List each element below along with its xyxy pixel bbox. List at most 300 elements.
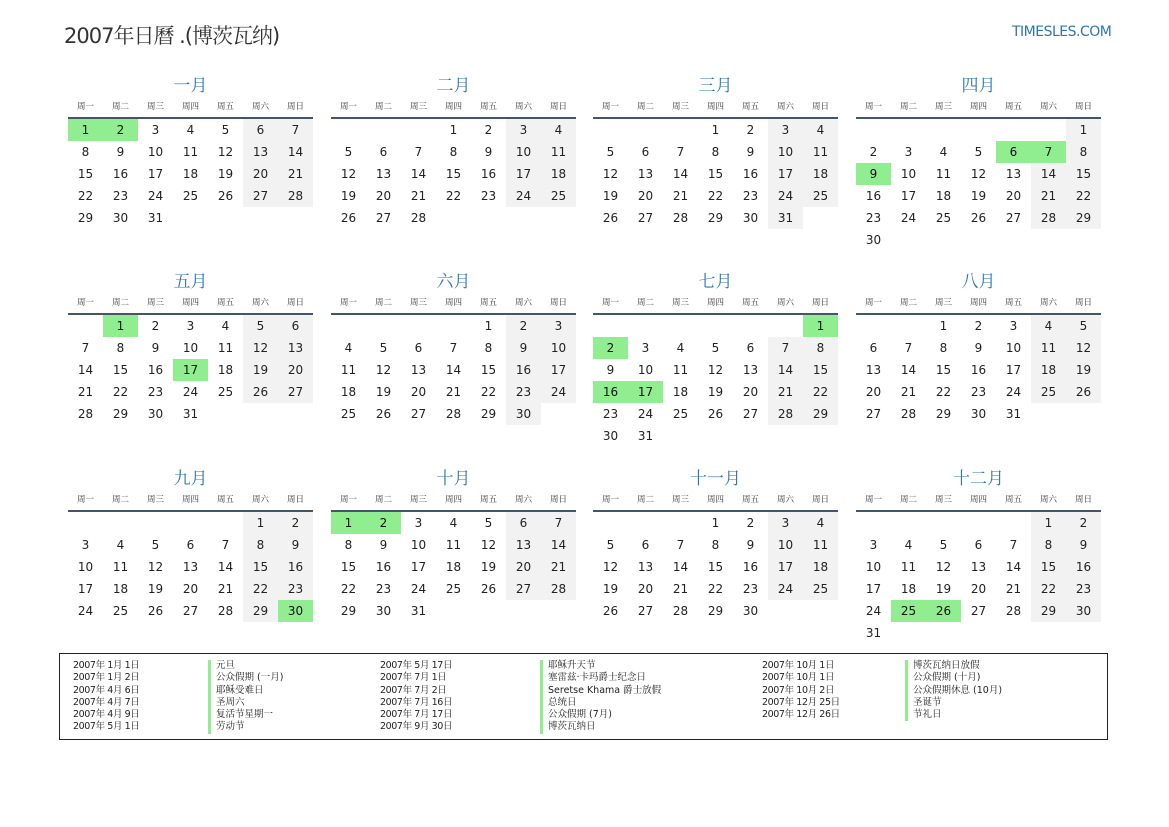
day-cell: 18 bbox=[340, 385, 357, 399]
weekday-label: 周四 bbox=[181, 298, 199, 308]
day-cell: 6 bbox=[996, 141, 1031, 163]
week-row bbox=[331, 163, 576, 185]
weekday-label: 周五 bbox=[741, 495, 759, 505]
day-cell: 17 bbox=[1005, 363, 1022, 377]
day-cell: 16 bbox=[742, 167, 759, 181]
weekday-label: 周四 bbox=[444, 298, 462, 308]
week-row bbox=[331, 119, 576, 141]
week-row bbox=[856, 163, 1101, 185]
empty-cell bbox=[506, 207, 541, 229]
holiday-name: 耶稣受难日 bbox=[208, 685, 283, 697]
day-cell: 19 bbox=[970, 189, 987, 203]
weekday-header bbox=[593, 98, 838, 119]
day-cell: 2 bbox=[103, 119, 138, 141]
holiday-date: 2007年 12月 25日 bbox=[762, 696, 840, 708]
empty-cell bbox=[541, 207, 576, 229]
holiday-name: 复活节星期一 bbox=[208, 709, 283, 721]
day-cell: 12 bbox=[970, 167, 987, 181]
day-cell: 8 bbox=[449, 145, 458, 159]
day-cell: 8 bbox=[711, 145, 720, 159]
day-cell: 19 bbox=[602, 189, 619, 203]
day-cell: 25 bbox=[182, 189, 199, 203]
day-cell: 13 bbox=[182, 560, 199, 574]
day-cell: 8 bbox=[1031, 534, 1066, 556]
empty-cell bbox=[891, 229, 926, 251]
day-cell: 14 bbox=[672, 167, 689, 181]
empty-cell bbox=[961, 622, 996, 644]
day-cell: 27 bbox=[865, 407, 882, 421]
empty-cell bbox=[208, 403, 243, 425]
empty-cell bbox=[436, 315, 471, 337]
empty-cell bbox=[1031, 119, 1066, 141]
day-cell: 13 bbox=[865, 363, 882, 377]
day-cell: 9 bbox=[856, 163, 891, 185]
day-cell: 9 bbox=[151, 341, 160, 355]
empty-cell bbox=[68, 315, 103, 337]
day-cell: 9 bbox=[379, 538, 388, 552]
holiday-date: 2007年 1月 1日 bbox=[73, 660, 140, 671]
day-cell: 10 bbox=[77, 560, 94, 574]
weekday-label: 周一 bbox=[864, 298, 882, 308]
day-cell: 12 bbox=[707, 363, 724, 377]
week-row bbox=[856, 556, 1101, 578]
empty-cell bbox=[331, 315, 366, 337]
empty-cell bbox=[891, 622, 926, 644]
day-cell: 13 bbox=[243, 141, 278, 163]
day-cell: 21 bbox=[77, 385, 94, 399]
day-cell: 22 bbox=[243, 578, 278, 600]
day-cell: 24 bbox=[541, 381, 576, 403]
day-cell: 21 bbox=[278, 163, 313, 185]
day-cell: 16 bbox=[970, 363, 987, 377]
day-cell: 3 bbox=[506, 119, 541, 141]
day-cell: 28 bbox=[278, 185, 313, 207]
weekday-label: 周四 bbox=[444, 495, 462, 505]
weekday-label: 周四 bbox=[706, 495, 724, 505]
month-name: 八月 bbox=[961, 272, 996, 292]
day-cell: 16 bbox=[480, 167, 497, 181]
day-cell: 15 bbox=[445, 167, 462, 181]
day-cell: 14 bbox=[217, 560, 234, 574]
month-block bbox=[856, 468, 1101, 644]
day-cell: 5 bbox=[711, 341, 720, 355]
day-cell: 23 bbox=[1066, 578, 1101, 600]
day-cell: 31 bbox=[410, 604, 427, 618]
day-cell: 21 bbox=[768, 381, 803, 403]
week-row bbox=[68, 337, 313, 359]
holiday-name: 节礼日 bbox=[905, 709, 1002, 721]
week-row bbox=[593, 337, 838, 359]
empty-cell bbox=[593, 119, 628, 141]
day-cell: 5 bbox=[606, 145, 615, 159]
empty-cell bbox=[243, 207, 278, 229]
day-cell: 16 bbox=[147, 363, 164, 377]
weekday-label: 周五 bbox=[741, 102, 759, 112]
day-cell: 26 bbox=[602, 604, 619, 618]
day-cell: 8 bbox=[344, 538, 353, 552]
day-cell: 10 bbox=[900, 167, 917, 181]
day-cell: 15 bbox=[480, 363, 497, 377]
day-cell: 28 bbox=[672, 211, 689, 225]
day-cell: 11 bbox=[803, 534, 838, 556]
week-row bbox=[593, 359, 838, 381]
day-cell: 30 bbox=[865, 233, 882, 247]
month-block bbox=[593, 75, 838, 229]
holiday-date: 2007年 1月 2日 bbox=[73, 672, 140, 684]
day-cell: 23 bbox=[970, 385, 987, 399]
weekday-label: 周一 bbox=[76, 495, 94, 505]
day-cell: 25 bbox=[803, 578, 838, 600]
weekday-label: 周一 bbox=[864, 495, 882, 505]
day-cell: 25 bbox=[803, 185, 838, 207]
day-cell: 2 bbox=[278, 512, 313, 534]
weekday-label: 周五 bbox=[741, 298, 759, 308]
day-cell: 28 bbox=[217, 604, 234, 618]
day-cell: 25 bbox=[541, 185, 576, 207]
day-cell: 20 bbox=[506, 556, 541, 578]
week-row bbox=[68, 381, 313, 403]
empty-cell bbox=[891, 119, 926, 141]
week-row bbox=[856, 185, 1101, 207]
day-cell: 24 bbox=[900, 211, 917, 225]
weekday-label: 周二 bbox=[899, 102, 917, 112]
empty-cell bbox=[996, 229, 1031, 251]
day-cell: 22 bbox=[1031, 578, 1066, 600]
empty-cell bbox=[926, 622, 961, 644]
day-cell: 29 bbox=[480, 407, 497, 421]
day-cell: 25 bbox=[112, 604, 129, 618]
empty-cell bbox=[628, 512, 663, 534]
week-row bbox=[856, 578, 1101, 600]
empty-cell bbox=[926, 512, 961, 534]
day-cell: 24 bbox=[1005, 385, 1022, 399]
weekday-label: 周二 bbox=[111, 298, 129, 308]
day-cell: 12 bbox=[217, 145, 234, 159]
day-cell: 5 bbox=[151, 538, 160, 552]
day-cell: 14 bbox=[541, 534, 576, 556]
day-cell: 1 bbox=[484, 319, 493, 333]
day-cell: 15 bbox=[803, 359, 838, 381]
day-cell: 27 bbox=[410, 407, 427, 421]
day-cell: 21 bbox=[410, 189, 427, 203]
weekday-label: 周四 bbox=[181, 102, 199, 112]
day-cell: 5 bbox=[974, 145, 983, 159]
day-cell: 19 bbox=[602, 582, 619, 596]
week-row bbox=[68, 403, 313, 425]
day-cell: 27 bbox=[243, 185, 278, 207]
weekday-label: 周日 bbox=[811, 298, 829, 308]
day-cell: 26 bbox=[375, 407, 392, 421]
day-cell: 14 bbox=[410, 167, 427, 181]
day-cell: 17 bbox=[628, 381, 663, 403]
day-cell: 18 bbox=[672, 385, 689, 399]
day-cell: 6 bbox=[243, 119, 278, 141]
empty-cell bbox=[768, 600, 803, 622]
day-cell: 15 bbox=[935, 363, 952, 377]
day-cell: 15 bbox=[707, 167, 724, 181]
day-cell: 18 bbox=[217, 363, 234, 377]
day-cell: 5 bbox=[221, 123, 230, 137]
empty-cell bbox=[663, 425, 698, 447]
day-cell: 25 bbox=[445, 582, 462, 596]
weekday-label: 周日 bbox=[811, 102, 829, 112]
day-cell: 3 bbox=[641, 341, 650, 355]
day-cell: 11 bbox=[445, 538, 462, 552]
day-cell: 12 bbox=[602, 560, 619, 574]
empty-cell bbox=[961, 119, 996, 141]
day-cell: 4 bbox=[904, 538, 913, 552]
day-cell: 9 bbox=[506, 337, 541, 359]
weekday-label: 周四 bbox=[969, 298, 987, 308]
holiday-date: 2007年 5月 17日 bbox=[380, 660, 453, 671]
weekday-label: 周五 bbox=[1004, 495, 1022, 505]
week-row bbox=[331, 403, 576, 425]
week-row bbox=[856, 600, 1101, 622]
week-row bbox=[593, 207, 838, 229]
day-cell: 28 bbox=[445, 407, 462, 421]
day-cell: 14 bbox=[445, 363, 462, 377]
empty-cell bbox=[961, 229, 996, 251]
holiday-name: 塞雷兹·卡玛爵士纪念日 bbox=[540, 672, 661, 684]
week-row bbox=[331, 337, 576, 359]
weekday-header bbox=[331, 294, 576, 315]
day-cell: 14 bbox=[900, 363, 917, 377]
day-cell: 3 bbox=[904, 145, 913, 159]
month-name: 五月 bbox=[173, 272, 208, 292]
empty-cell bbox=[663, 315, 698, 337]
day-cell: 23 bbox=[742, 189, 759, 203]
empty-cell bbox=[733, 425, 768, 447]
day-cell: 4 bbox=[116, 538, 125, 552]
day-cell: 14 bbox=[672, 560, 689, 574]
day-cell: 2 bbox=[746, 123, 755, 137]
day-cell: 4 bbox=[541, 119, 576, 141]
day-cell: 22 bbox=[1066, 185, 1101, 207]
day-cell: 4 bbox=[186, 123, 195, 137]
month-name: 十二月 bbox=[953, 469, 1004, 489]
week-row bbox=[68, 119, 313, 141]
weekday-label: 周日 bbox=[549, 298, 567, 308]
week-row bbox=[856, 512, 1101, 534]
day-cell: 1 bbox=[331, 512, 366, 534]
day-cell: 28 bbox=[900, 407, 917, 421]
empty-cell bbox=[401, 119, 436, 141]
week-row bbox=[68, 534, 313, 556]
day-cell: 18 bbox=[541, 163, 576, 185]
day-cell: 4 bbox=[344, 341, 353, 355]
week-row bbox=[68, 600, 313, 622]
day-cell: 11 bbox=[541, 141, 576, 163]
empty-cell bbox=[1066, 403, 1101, 425]
day-cell: 20 bbox=[243, 163, 278, 185]
weekday-label: 周六 bbox=[514, 495, 532, 505]
empty-cell bbox=[698, 425, 733, 447]
weekday-label: 周日 bbox=[1074, 495, 1092, 505]
day-cell: 25 bbox=[340, 407, 357, 421]
weekday-header bbox=[593, 294, 838, 315]
day-cell: 7 bbox=[81, 341, 90, 355]
weekday-label: 周六 bbox=[776, 495, 794, 505]
holiday-name: Seretse Khama 爵士放假 bbox=[540, 685, 661, 697]
holiday-name: 总统日 bbox=[540, 697, 661, 709]
weekday-label: 周一 bbox=[339, 298, 357, 308]
day-cell: 6 bbox=[506, 512, 541, 534]
day-cell: 26 bbox=[217, 189, 234, 203]
day-cell: 1 bbox=[103, 315, 138, 337]
day-cell: 26 bbox=[1066, 381, 1101, 403]
day-cell: 6 bbox=[641, 145, 650, 159]
week-row bbox=[331, 512, 576, 534]
day-cell: 10 bbox=[637, 363, 654, 377]
day-cell: 18 bbox=[935, 189, 952, 203]
day-cell: 20 bbox=[742, 385, 759, 399]
weekday-label: 周三 bbox=[146, 102, 164, 112]
weekday-header bbox=[331, 98, 576, 119]
day-cell: 15 bbox=[77, 167, 94, 181]
weekday-label: 周四 bbox=[444, 102, 462, 112]
day-cell: 3 bbox=[541, 315, 576, 337]
day-cell: 1 bbox=[449, 123, 458, 137]
day-cell: 18 bbox=[182, 167, 199, 181]
weekday-label: 周一 bbox=[601, 298, 619, 308]
weekday-label: 周三 bbox=[409, 495, 427, 505]
day-cell: 16 bbox=[1066, 556, 1101, 578]
day-cell: 3 bbox=[768, 119, 803, 141]
day-cell: 7 bbox=[1009, 538, 1018, 552]
day-cell: 12 bbox=[480, 538, 497, 552]
day-cell: 8 bbox=[243, 534, 278, 556]
day-cell: 31 bbox=[182, 407, 199, 421]
weekday-label: 周六 bbox=[251, 102, 269, 112]
day-cell: 29 bbox=[1031, 600, 1066, 622]
holiday-date: 2007年 10月 1日 bbox=[762, 672, 835, 684]
month-block bbox=[68, 271, 313, 425]
day-cell: 7 bbox=[1031, 141, 1066, 163]
day-cell: 24 bbox=[182, 385, 199, 399]
empty-cell bbox=[541, 600, 576, 622]
day-cell: 17 bbox=[900, 189, 917, 203]
day-cell: 9 bbox=[278, 534, 313, 556]
holiday-name: 元旦 bbox=[208, 660, 283, 672]
day-cell: 19 bbox=[340, 189, 357, 203]
day-cell: 27 bbox=[375, 211, 392, 225]
day-cell: 23 bbox=[147, 385, 164, 399]
empty-cell bbox=[243, 403, 278, 425]
day-cell: 17 bbox=[410, 560, 427, 574]
weekday-label: 周六 bbox=[251, 495, 269, 505]
day-cell: 22 bbox=[340, 582, 357, 596]
day-cell: 20 bbox=[375, 189, 392, 203]
day-cell: 12 bbox=[935, 560, 952, 574]
week-row bbox=[593, 119, 838, 141]
day-cell: 9 bbox=[606, 363, 615, 377]
empty-cell bbox=[593, 315, 628, 337]
day-cell: 24 bbox=[147, 189, 164, 203]
holiday-date: 2007年 10月 2日 bbox=[762, 684, 835, 696]
site-link[interactable]: TIMESLES.COM bbox=[1012, 24, 1112, 40]
day-cell: 8 bbox=[939, 341, 948, 355]
day-cell: 11 bbox=[112, 560, 129, 574]
day-cell: 9 bbox=[974, 341, 983, 355]
day-cell: 21 bbox=[445, 385, 462, 399]
day-cell: 25 bbox=[672, 407, 689, 421]
weekday-label: 周三 bbox=[409, 298, 427, 308]
weekday-label: 周二 bbox=[899, 298, 917, 308]
weekday-label: 周五 bbox=[1004, 102, 1022, 112]
day-cell: 30 bbox=[278, 600, 313, 622]
day-cell: 4 bbox=[221, 319, 230, 333]
day-cell: 18 bbox=[112, 582, 129, 596]
empty-cell bbox=[663, 512, 698, 534]
day-cell: 29 bbox=[112, 407, 129, 421]
day-cell: 21 bbox=[1005, 582, 1022, 596]
weekday-label: 周二 bbox=[374, 298, 392, 308]
holiday-date: 2007年 9月 30日 bbox=[380, 721, 453, 733]
day-cell: 23 bbox=[602, 407, 619, 421]
holiday-date: 2007年 4月 6日 bbox=[73, 684, 140, 696]
weekday-header bbox=[68, 294, 313, 315]
empty-cell bbox=[278, 403, 313, 425]
day-cell: 18 bbox=[803, 163, 838, 185]
empty-cell bbox=[803, 600, 838, 622]
weekday-label: 周三 bbox=[671, 495, 689, 505]
day-cell: 11 bbox=[935, 167, 952, 181]
day-cell: 29 bbox=[77, 211, 94, 225]
day-cell: 6 bbox=[278, 315, 313, 337]
day-cell: 13 bbox=[278, 337, 313, 359]
day-cell: 16 bbox=[865, 189, 882, 203]
day-cell: 15 bbox=[112, 363, 129, 377]
day-cell: 30 bbox=[506, 403, 541, 425]
weekday-label: 周一 bbox=[339, 102, 357, 112]
holiday-name: 耶稣升天节 bbox=[540, 660, 661, 672]
empty-cell bbox=[996, 119, 1031, 141]
day-cell: 6 bbox=[974, 538, 983, 552]
month-block bbox=[593, 271, 838, 447]
week-row bbox=[593, 315, 838, 337]
holiday-name: 公众假期休息 (10月) bbox=[905, 685, 1002, 697]
holiday-legend bbox=[59, 653, 1108, 740]
day-cell: 24 bbox=[865, 604, 882, 618]
day-cell: 14 bbox=[77, 363, 94, 377]
day-cell: 15 bbox=[1031, 556, 1066, 578]
day-cell: 6 bbox=[186, 538, 195, 552]
day-cell: 21 bbox=[900, 385, 917, 399]
day-cell: 7 bbox=[278, 119, 313, 141]
day-cell: 10 bbox=[182, 341, 199, 355]
day-cell: 29 bbox=[340, 604, 357, 618]
day-cell: 20 bbox=[637, 189, 654, 203]
empty-cell bbox=[331, 119, 366, 141]
weekday-label: 周五 bbox=[479, 298, 497, 308]
holiday-date: 2007年 4月 9日 bbox=[73, 709, 140, 721]
week-row bbox=[68, 185, 313, 207]
weekday-label: 周四 bbox=[706, 298, 724, 308]
weekday-label: 周三 bbox=[409, 102, 427, 112]
empty-cell bbox=[1031, 229, 1066, 251]
empty-cell bbox=[541, 403, 576, 425]
day-cell: 6 bbox=[414, 341, 423, 355]
empty-cell bbox=[961, 512, 996, 534]
day-cell: 8 bbox=[803, 337, 838, 359]
day-cell: 18 bbox=[1031, 359, 1066, 381]
weekday-label: 周一 bbox=[601, 495, 619, 505]
empty-cell bbox=[173, 512, 208, 534]
day-cell: 28 bbox=[672, 604, 689, 618]
day-cell: 22 bbox=[707, 582, 724, 596]
day-cell: 20 bbox=[410, 385, 427, 399]
day-cell: 21 bbox=[672, 582, 689, 596]
